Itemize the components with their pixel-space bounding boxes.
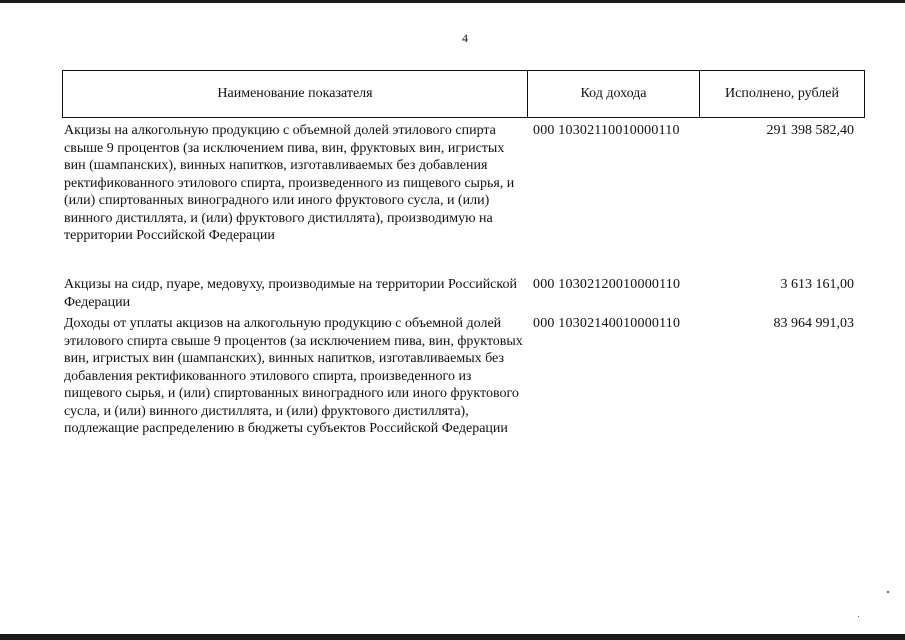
table-header bbox=[62, 70, 865, 118]
row-name: Акцизы на сидр, пуаре, медовуху, производимые на территории Российской Федерации bbox=[64, 277, 517, 310]
scan-speck bbox=[858, 616, 859, 617]
page-number: 4 bbox=[462, 31, 468, 45]
row-code: 000 10302120010000110 bbox=[533, 277, 681, 292]
row-name: Акцизы на алкогольную продукцию с объемной долей этилового спирта свыше 9 процентов (за исключением пива, вин, фруктовых вин, игристых вин (шампанских), винных напитков, изготавливаемых без добавления ректификованного этилового спирта, произведенного из пищевого сырья, и (или) спиртованных виноградного или иного фруктового сусла, и (или) винного дистиллята, и (или) фруктового дистиллята), производимую на территории Российской Федерации bbox=[64, 123, 515, 243]
header-name: Наименование показателя bbox=[63, 71, 528, 117]
row-name: Доходы от уплаты акцизов на алкогольную продукцию с объемной долей этилового спирта свыше 9 процентов (за исключением пива, вин, фруктовых вин, игристых вин (шампанских), винных напитков, изготавливаемых без добавления ректификованного этилового спирта, произведенного из пищевого сырья, и (или) спиртованных виноградного или иного фруктового сусла, и (или) винного дистиллята, и (или) фруктового дистиллята), подлежащие распределению в бюджеты субъектов Российской Федерации bbox=[64, 316, 523, 436]
row-code: 000 10302140010000110 bbox=[533, 316, 681, 331]
scan-border-bottom bbox=[0, 634, 905, 640]
row-amount: 3 613 161,00 bbox=[780, 277, 854, 292]
scan-border-top bbox=[0, 0, 905, 3]
row-amount: 291 398 582,40 bbox=[766, 123, 854, 138]
header-code: Код дохода bbox=[528, 71, 700, 117]
header-amount: Исполнено, рублей bbox=[725, 86, 839, 101]
scan-speck bbox=[887, 591, 889, 593]
row-amount: 83 964 991,03 bbox=[773, 316, 854, 331]
row-code: 000 10302110010000110 bbox=[533, 123, 680, 138]
